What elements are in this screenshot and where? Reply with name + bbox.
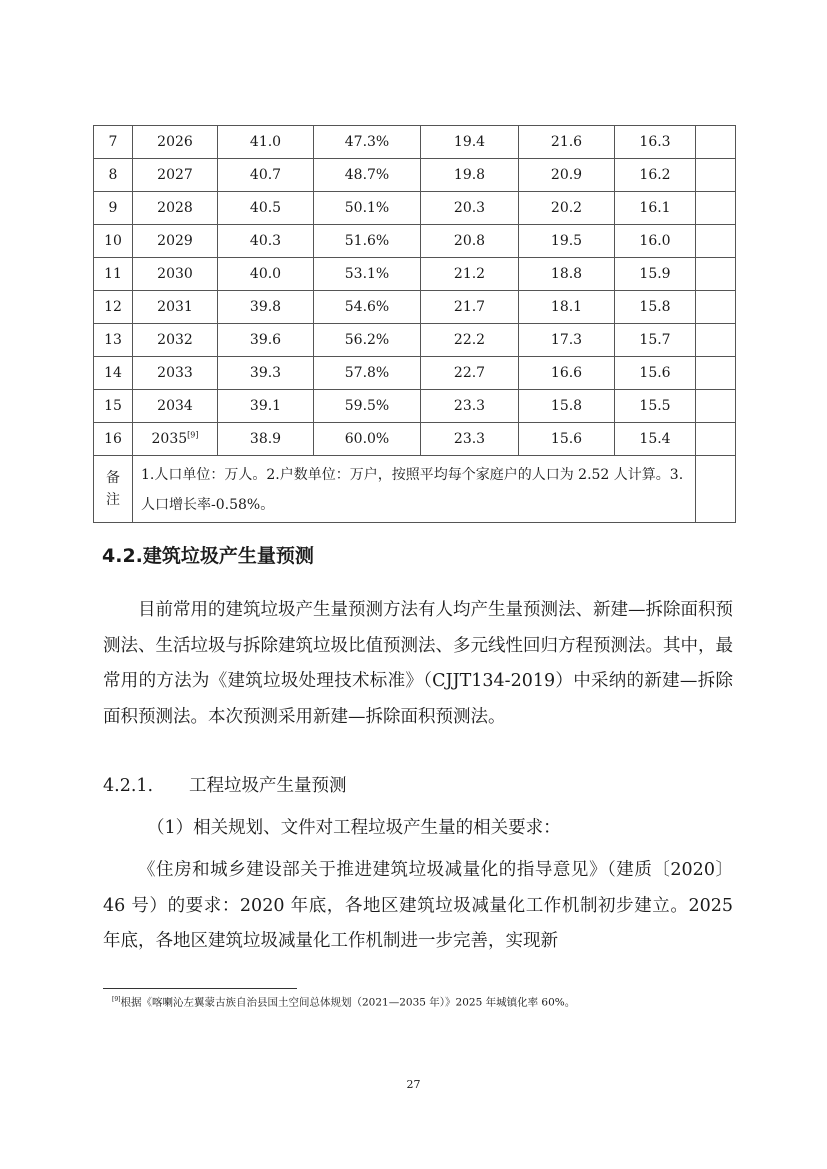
table-cell <box>314 126 421 159</box>
footnote-ref: [9] <box>187 430 199 440</box>
table-cell <box>519 390 615 423</box>
cell-value: 2032 <box>157 332 193 348</box>
cell-value: 50.1% <box>344 200 390 216</box>
table-cell <box>696 192 736 225</box>
table-cell <box>133 159 218 192</box>
table-cell <box>615 126 696 159</box>
table-cell <box>133 291 218 324</box>
cell-value: 23.3 <box>453 398 486 414</box>
page-number: 27 <box>406 1078 421 1091</box>
note-text: 1.人口单位：万人。2.户数单位：万户，按照平均每个家庭户的人口为 2.52 人计算。3.人口增长率-0.58%。 <box>133 456 696 523</box>
cell-value: 48.7% <box>344 167 390 183</box>
cell-value: 12 <box>104 299 122 315</box>
cell-value: 16.6 <box>550 365 583 381</box>
table-cell <box>615 291 696 324</box>
cell-value: 18.1 <box>550 299 583 315</box>
subsection-title: 工程垃圾产生量预测 <box>189 776 347 796</box>
table-cell <box>218 324 314 357</box>
table-cell <box>696 159 736 192</box>
cell-value: 57.8% <box>344 365 390 381</box>
footnote <box>112 993 575 1010</box>
table-row <box>94 258 736 291</box>
cell-value: 21.6 <box>550 134 583 150</box>
table-cell <box>94 390 133 423</box>
table-cell <box>696 324 736 357</box>
cell-value: 22.2 <box>453 332 486 348</box>
cell-value: 20.9 <box>550 167 583 183</box>
table-note-row <box>94 456 736 523</box>
body-paragraph: 《住房和城乡建设部关于推进建筑垃圾减量化的指导意见》（建质〔2020〕46 号）的要求：2020 年底，各地区建筑垃圾减量化工作机制初步建立。2025 年底，各地区建筑垃圾减量化工作机制进一步完善，实现新 <box>103 860 733 951</box>
table-cell <box>94 225 133 258</box>
cell-value: 15.9 <box>639 266 671 282</box>
table-cell <box>314 390 421 423</box>
cell-value: 15.8 <box>639 299 671 315</box>
cell-value: 16.2 <box>639 167 671 183</box>
table-cell <box>133 225 218 258</box>
body-paragraph: 目前常用的建筑垃圾产生量预测方法有人均产生量预测法、新建—拆除面积预测法、生活垃圾与拆除建筑垃圾比值预测法、多元线性回归方程预测法。其中，最常用的方法为《建筑垃圾处理技术标准》（CJJT134-2019）中采纳的新建—拆除面积预测法。本次预测采用新建—拆除面积预测法。 <box>103 600 733 727</box>
cell-value: 16.3 <box>639 134 671 150</box>
note-label-char: 备 <box>106 470 120 486</box>
table-cell <box>421 291 519 324</box>
cell-value: 59.5% <box>344 398 390 414</box>
table-cell <box>218 225 314 258</box>
table-cell <box>94 126 133 159</box>
table-cell <box>218 390 314 423</box>
cell-value: 19.4 <box>453 134 486 150</box>
table-body <box>94 126 736 523</box>
table-cell <box>133 423 218 456</box>
table-cell <box>133 258 218 291</box>
table-cell <box>696 357 736 390</box>
table-cell <box>421 390 519 423</box>
cell-value: 14 <box>104 365 122 381</box>
table-cell <box>615 225 696 258</box>
table-cell <box>696 423 736 456</box>
section-heading: 4.2.建筑垃圾产生量预测 <box>102 545 314 567</box>
table-cell <box>696 126 736 159</box>
table-cell <box>218 357 314 390</box>
cell-value: 19.5 <box>550 233 583 249</box>
table-cell <box>519 291 615 324</box>
cell-value: 56.2% <box>344 332 390 348</box>
cell-value: 38.9 <box>249 431 282 447</box>
table-cell <box>218 423 314 456</box>
footnote-marker: [9] <box>112 996 121 1003</box>
note-label <box>94 456 133 523</box>
table-cell <box>421 357 519 390</box>
table-cell <box>94 324 133 357</box>
table-cell <box>615 159 696 192</box>
table-row <box>94 126 736 159</box>
table-row <box>94 291 736 324</box>
table-cell <box>421 225 519 258</box>
table-cell <box>696 390 736 423</box>
cell-value: 2034 <box>157 398 193 414</box>
table-cell <box>615 357 696 390</box>
table-cell <box>94 192 133 225</box>
cell-value: 23.3 <box>453 431 486 447</box>
table-cell <box>314 291 421 324</box>
cell-value: 16 <box>104 431 122 447</box>
cell-value: 15.4 <box>639 431 671 447</box>
table-cell <box>133 192 218 225</box>
cell-value: 40.7 <box>249 167 282 183</box>
table-cell <box>314 357 421 390</box>
table-cell <box>314 192 421 225</box>
table-cell <box>696 225 736 258</box>
table-cell <box>696 258 736 291</box>
table-cell <box>519 324 615 357</box>
table-cell <box>519 225 615 258</box>
cell-value: 2033 <box>157 365 193 381</box>
cell-value: 15.6 <box>639 365 671 381</box>
note-label-char: 注 <box>106 492 120 508</box>
cell-value: 2026 <box>157 134 193 150</box>
table-cell <box>94 258 133 291</box>
table-row <box>94 423 736 456</box>
table-cell <box>314 423 421 456</box>
table-cell <box>519 357 615 390</box>
cell-value: 15 <box>104 398 122 414</box>
table-cell <box>133 390 218 423</box>
table-cell <box>615 423 696 456</box>
table-cell <box>421 258 519 291</box>
cell-value: 39.3 <box>249 365 282 381</box>
table-row <box>94 225 736 258</box>
table-cell <box>519 423 615 456</box>
table-cell <box>94 357 133 390</box>
cell-value: 2028 <box>157 200 193 216</box>
table-cell <box>421 423 519 456</box>
subsection-heading <box>103 769 347 804</box>
cell-value: 2027 <box>157 167 193 183</box>
cell-value: 40.5 <box>249 200 282 216</box>
table-cell <box>94 423 133 456</box>
table-cell <box>696 291 736 324</box>
cell-value: 53.1% <box>344 266 390 282</box>
cell-value: 21.2 <box>453 266 486 282</box>
table-cell <box>133 324 218 357</box>
table-cell <box>133 126 218 159</box>
cell-value: 15.8 <box>550 398 583 414</box>
cell-value: 20.2 <box>550 200 583 216</box>
cell-value: 7 <box>108 134 118 150</box>
cell-value: 9 <box>108 200 118 216</box>
cell-value: 51.6% <box>344 233 390 249</box>
cell-value: 20.8 <box>453 233 486 249</box>
table-row <box>94 324 736 357</box>
table-cell <box>218 258 314 291</box>
table-cell <box>615 192 696 225</box>
table-cell <box>519 126 615 159</box>
cell-value: 21.7 <box>453 299 486 315</box>
cell-value: 10 <box>104 233 122 249</box>
table-cell <box>94 159 133 192</box>
cell-value: 13 <box>104 332 122 348</box>
table-row <box>94 390 736 423</box>
table-cell <box>519 159 615 192</box>
cell-value: 17.3 <box>550 332 583 348</box>
cell-value: 20.3 <box>453 200 486 216</box>
cell-value: 39.8 <box>249 299 282 315</box>
table-cell <box>696 456 736 523</box>
cell-value: 47.3% <box>344 134 390 150</box>
table-row <box>94 357 736 390</box>
table-cell <box>218 159 314 192</box>
cell-value: 15.6 <box>550 431 583 447</box>
table-cell <box>421 324 519 357</box>
cell-value: 2030 <box>157 266 193 282</box>
cell-value: 16.1 <box>639 200 671 216</box>
cell-value: 18.8 <box>550 266 583 282</box>
table-cell <box>519 192 615 225</box>
table-cell <box>314 258 421 291</box>
cell-value: 8 <box>108 167 118 183</box>
footnote-divider <box>103 988 297 989</box>
cell-value: 15.7 <box>639 332 671 348</box>
table-cell <box>218 126 314 159</box>
cell-value: 22.7 <box>453 365 486 381</box>
table-cell <box>421 192 519 225</box>
table-cell <box>94 291 133 324</box>
cell-value: 39.1 <box>249 398 282 414</box>
table-cell <box>519 258 615 291</box>
cell-value: 40.0 <box>249 266 282 282</box>
cell-value: 2035 <box>151 431 188 447</box>
cell-value: 2029 <box>157 233 193 249</box>
cell-value: 60.0% <box>344 431 390 447</box>
table-row <box>94 192 736 225</box>
table-cell <box>314 159 421 192</box>
table-cell <box>218 192 314 225</box>
table-cell <box>615 390 696 423</box>
cell-value: 39.6 <box>249 332 282 348</box>
cell-value: 19.8 <box>453 167 486 183</box>
cell-value: 40.3 <box>249 233 282 249</box>
table-cell <box>133 357 218 390</box>
table-cell <box>421 126 519 159</box>
table-cell <box>218 291 314 324</box>
cell-value: 54.6% <box>344 299 390 315</box>
cell-value: 41.0 <box>249 134 282 150</box>
cell-value: 2031 <box>157 299 193 315</box>
population-forecast-table <box>93 125 736 523</box>
table-row <box>94 159 736 192</box>
table-cell <box>314 225 421 258</box>
table-cell <box>421 159 519 192</box>
footnote-text: 根据《喀喇沁左翼蒙古族自治县国土空间总体规划（2021—2035 年）》2025 年城镇化率 60%。 <box>120 996 576 1009</box>
list-item: （1）相关规划、文件对工程垃圾产生量的相关要求： <box>147 818 561 838</box>
table-cell <box>615 324 696 357</box>
cell-value: 16.0 <box>639 233 671 249</box>
subsection-number: 4.2.1. <box>103 776 154 796</box>
cell-value: 11 <box>104 266 122 282</box>
table-cell <box>615 258 696 291</box>
cell-value: 15.5 <box>639 398 671 414</box>
table-cell <box>314 324 421 357</box>
